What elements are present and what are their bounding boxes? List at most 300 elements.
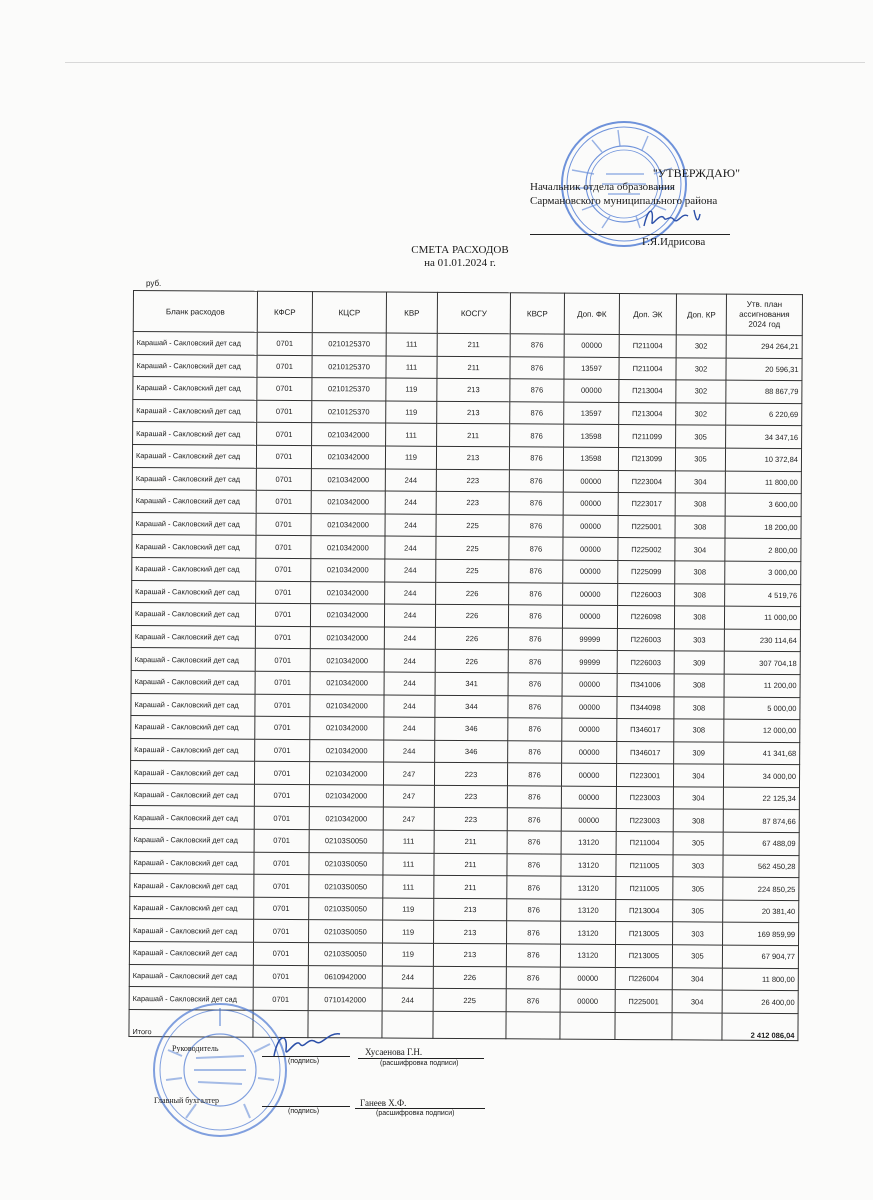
cell-plan: 10 372,84 bbox=[725, 448, 801, 471]
cell-plan: 562 450,28 bbox=[723, 855, 799, 878]
accountant-signature-line bbox=[262, 1106, 350, 1107]
cell-plan: 87 874,66 bbox=[723, 810, 799, 833]
cell-dop-ek: П346017 bbox=[617, 741, 674, 764]
cell-dop-fk: 00000 bbox=[563, 560, 618, 583]
cell-plan: 20 596,31 bbox=[726, 358, 802, 381]
cell-dop-fk: 99999 bbox=[562, 628, 617, 651]
cell-kcsr: 0210342000 bbox=[311, 581, 385, 604]
cell-kfsr: 0701 bbox=[255, 716, 310, 739]
cell-kfsr: 0701 bbox=[256, 536, 311, 559]
cell-dop-ek: П211004 bbox=[616, 832, 673, 855]
cell-dop-fk: 00000 bbox=[560, 989, 615, 1012]
total-empty-cell bbox=[506, 1012, 560, 1039]
cell-dop-fk: 13120 bbox=[561, 922, 616, 945]
cell-kvr: 247 bbox=[383, 762, 434, 785]
cell-kvsr: 876 bbox=[508, 650, 562, 673]
cell-kfsr: 0701 bbox=[256, 468, 311, 491]
cell-dop-fk: 13120 bbox=[561, 876, 616, 899]
cell-plan: 11 200,00 bbox=[724, 674, 800, 697]
cell-kcsr: 0210125370 bbox=[312, 400, 386, 423]
cell-kosgu: 346 bbox=[435, 740, 508, 763]
cell-kcsr: 0210342000 bbox=[311, 536, 385, 559]
document-date: на 01.01.2024 г. bbox=[424, 257, 496, 269]
cell-plan: 11 000,00 bbox=[724, 606, 800, 629]
cell-kvr: 111 bbox=[386, 356, 437, 379]
cell-dop-kr: 305 bbox=[673, 900, 723, 923]
cell-kosgu: 225 bbox=[436, 559, 509, 582]
cell-dop-kr: 305 bbox=[676, 425, 726, 448]
header-kosgu: КОСГУ bbox=[437, 292, 510, 333]
cell-plan: 2 800,00 bbox=[725, 538, 801, 561]
cell-kosgu: 226 bbox=[436, 582, 509, 605]
header-dop-ek: Доп. ЭК bbox=[619, 293, 676, 334]
cell-dop-kr: 308 bbox=[675, 561, 725, 584]
cell-kosgu: 213 bbox=[434, 898, 507, 921]
cell-kvsr: 876 bbox=[510, 379, 564, 402]
cell-dop-kr: 305 bbox=[672, 945, 722, 968]
cell-dop-fk: 00000 bbox=[562, 605, 617, 628]
cell-blank: Карашай - Сакловский дет сад bbox=[131, 603, 255, 626]
cell-plan: 4 519,76 bbox=[725, 584, 801, 607]
cell-dop-fk: 13598 bbox=[564, 425, 619, 448]
cell-plan: 12 000,00 bbox=[724, 719, 800, 742]
cell-dop-kr: 302 bbox=[676, 357, 726, 380]
cell-kvsr: 876 bbox=[510, 334, 564, 357]
cell-dop-kr: 308 bbox=[675, 583, 725, 606]
cell-kvsr: 876 bbox=[507, 899, 561, 922]
cell-dop-fk: 00000 bbox=[563, 470, 618, 493]
cell-kvsr: 876 bbox=[509, 447, 563, 470]
cell-dop-kr: 304 bbox=[675, 538, 725, 561]
cell-dop-kr: 308 bbox=[674, 674, 724, 697]
cell-dop-fk: 13120 bbox=[561, 831, 616, 854]
cell-kosgu: 344 bbox=[435, 695, 508, 718]
cell-dop-ek: П226003 bbox=[617, 628, 674, 651]
cell-kvsr: 876 bbox=[508, 740, 562, 763]
cell-kvsr: 876 bbox=[510, 424, 564, 447]
cell-blank: Карашай - Сакловский дет сад bbox=[131, 738, 255, 761]
cell-kfsr: 0701 bbox=[256, 445, 311, 468]
cell-kfsr: 0701 bbox=[253, 965, 308, 988]
cell-kcsr: 02103S0050 bbox=[309, 897, 383, 920]
cell-dop-fk: 13597 bbox=[564, 402, 619, 425]
cell-blank: Карашай - Сакловский дет сад bbox=[130, 783, 254, 806]
cell-kvsr: 876 bbox=[508, 673, 562, 696]
cell-kosgu: 223 bbox=[434, 808, 507, 831]
cell-dop-ek: П341006 bbox=[617, 673, 674, 696]
total-empty-cell bbox=[560, 1012, 615, 1039]
cell-kosgu: 341 bbox=[435, 672, 508, 695]
cell-kfsr: 0701 bbox=[255, 739, 310, 762]
cell-kvr: 111 bbox=[383, 853, 434, 876]
cell-kvr: 111 bbox=[386, 333, 437, 356]
cell-blank: Карашай - Сакловский дет сад bbox=[130, 896, 254, 919]
cell-plan: 20 381,40 bbox=[723, 900, 799, 923]
cell-kvsr: 876 bbox=[507, 763, 561, 786]
cell-dop-ek: П226004 bbox=[615, 967, 672, 990]
cell-kvsr: 876 bbox=[506, 966, 560, 989]
cell-kfsr: 0701 bbox=[257, 423, 312, 446]
cell-dop-ek: П211004 bbox=[619, 357, 676, 380]
cell-kfsr: 0701 bbox=[253, 942, 308, 965]
institution-stamp bbox=[150, 1000, 290, 1140]
cell-kvsr: 876 bbox=[509, 492, 563, 515]
cell-kcsr: 0210342000 bbox=[311, 446, 385, 469]
head-signature-line bbox=[262, 1056, 350, 1057]
cell-dop-ek: П211005 bbox=[616, 877, 673, 900]
cell-blank: Карашай - Сакловский дет сад bbox=[130, 806, 254, 829]
cell-dop-kr: 308 bbox=[674, 606, 724, 629]
cell-kcsr: 0210342000 bbox=[310, 717, 384, 740]
cell-dop-fk: 00000 bbox=[561, 786, 616, 809]
cell-kcsr: 0210342000 bbox=[310, 739, 384, 762]
cell-kosgu: 223 bbox=[434, 785, 507, 808]
cell-kosgu: 213 bbox=[436, 446, 509, 469]
cell-kosgu: 213 bbox=[437, 379, 510, 402]
cell-dop-ek: П213004 bbox=[619, 402, 676, 425]
cell-plan: 11 800,00 bbox=[725, 471, 801, 494]
cell-dop-kr: 309 bbox=[674, 651, 724, 674]
cell-kcsr: 0210125370 bbox=[312, 333, 386, 356]
cell-kosgu: 213 bbox=[434, 921, 507, 944]
accountant-decode-line bbox=[355, 1108, 485, 1109]
cell-kvsr: 876 bbox=[507, 853, 561, 876]
cell-kvsr: 876 bbox=[509, 582, 563, 605]
cell-dop-kr: 302 bbox=[676, 403, 726, 426]
cell-dop-fk: 00000 bbox=[562, 741, 617, 764]
cell-blank: Карашай - Сакловский дет сад bbox=[129, 987, 253, 1010]
cell-plan: 307 704,18 bbox=[724, 651, 800, 674]
cell-blank: Карашай - Сакловский дет сад bbox=[129, 942, 253, 965]
cell-kosgu: 223 bbox=[436, 492, 509, 515]
accountant-decode-caption: (расшифровка подписи) bbox=[376, 1110, 455, 1117]
cell-kvr: 119 bbox=[382, 943, 433, 966]
cell-dop-kr: 308 bbox=[675, 516, 725, 539]
cell-kvr: 244 bbox=[384, 604, 435, 627]
cell-kfsr: 0701 bbox=[255, 603, 310, 626]
cell-kcsr: 02103S0050 bbox=[309, 920, 383, 943]
cell-dop-kr: 302 bbox=[676, 335, 726, 358]
cell-dop-fk: 00000 bbox=[562, 696, 617, 719]
cell-kfsr: 0701 bbox=[257, 355, 312, 378]
cell-kvsr: 876 bbox=[510, 356, 564, 379]
table-header-row bbox=[133, 291, 802, 336]
cell-kosgu: 211 bbox=[434, 876, 507, 899]
cell-kosgu: 211 bbox=[434, 853, 507, 876]
approver-signature bbox=[638, 204, 708, 232]
cell-blank: Карашай - Сакловский дет сад bbox=[129, 964, 253, 987]
cell-kfsr: 0701 bbox=[254, 920, 309, 943]
cell-kvsr: 876 bbox=[508, 605, 562, 628]
cell-kosgu: 226 bbox=[435, 604, 508, 627]
cell-kvr: 119 bbox=[386, 378, 437, 401]
cell-plan: 67 904,77 bbox=[722, 945, 798, 968]
cell-kvsr: 876 bbox=[506, 989, 560, 1012]
cell-dop-fk: 99999 bbox=[562, 650, 617, 673]
cell-kosgu: 226 bbox=[435, 627, 508, 650]
cell-blank: Карашай - Сакловский дет сад bbox=[132, 535, 256, 558]
cell-dop-kr: 305 bbox=[673, 832, 723, 855]
cell-kfsr: 0701 bbox=[253, 987, 308, 1010]
cell-dop-fk: 00000 bbox=[563, 515, 618, 538]
cell-dop-ek: П226003 bbox=[618, 583, 675, 606]
cell-dop-ek: П213005 bbox=[616, 922, 673, 945]
cell-dop-ek: П226003 bbox=[617, 651, 674, 674]
cell-blank: Карашай - Сакловский дет сад bbox=[130, 919, 254, 942]
cell-blank: Карашай - Сакловский дет сад bbox=[133, 422, 257, 445]
cell-kvsr: 876 bbox=[508, 695, 562, 718]
cell-plan: 88 867,79 bbox=[726, 380, 802, 403]
cell-kfsr: 0701 bbox=[255, 671, 310, 694]
cell-kcsr: 02103S0050 bbox=[309, 830, 383, 853]
cell-kfsr: 0701 bbox=[254, 874, 309, 897]
cell-kcsr: 02103S0050 bbox=[309, 852, 383, 875]
cell-dop-ek: П226098 bbox=[617, 606, 674, 629]
cell-kcsr: 02103S0050 bbox=[308, 943, 382, 966]
cell-kcsr: 02103S0050 bbox=[309, 875, 383, 898]
cell-dop-fk: 00000 bbox=[562, 718, 617, 741]
cell-kvr: 111 bbox=[383, 830, 434, 853]
cell-blank: Карашай - Сакловский дет сад bbox=[131, 693, 255, 716]
cell-kfsr: 0701 bbox=[254, 784, 309, 807]
cell-kcsr: 0210342000 bbox=[309, 784, 383, 807]
cell-dop-fk: 00000 bbox=[563, 492, 618, 515]
cell-kvr: 244 bbox=[384, 740, 435, 763]
cell-kvsr: 876 bbox=[507, 808, 561, 831]
head-signature-caption: (подпись) bbox=[288, 1058, 320, 1065]
cell-blank: Карашай - Сакловский дет сад bbox=[131, 670, 255, 693]
cell-kfsr: 0701 bbox=[256, 513, 311, 536]
cell-kcsr: 0210342000 bbox=[311, 491, 385, 514]
cell-kvr: 244 bbox=[385, 491, 436, 514]
cell-kcsr: 0610942000 bbox=[308, 965, 382, 988]
cell-kvr: 247 bbox=[383, 808, 434, 831]
cell-kvr: 111 bbox=[383, 875, 434, 898]
cell-dop-kr: 308 bbox=[674, 719, 724, 742]
cell-blank: Карашай - Сакловский дет сад bbox=[130, 829, 254, 852]
cell-dop-fk: 00000 bbox=[564, 379, 619, 402]
approval-block bbox=[530, 166, 740, 248]
cell-blank: Карашай - Сакловский дет сад bbox=[131, 716, 255, 739]
cell-dop-fk: 00000 bbox=[562, 673, 617, 696]
cell-kosgu: 225 bbox=[433, 989, 506, 1012]
cell-blank: Карашай - Сакловский дет сад bbox=[130, 761, 254, 784]
cell-kosgu: 211 bbox=[437, 356, 510, 379]
cell-kvsr: 876 bbox=[509, 515, 563, 538]
cell-kosgu: 213 bbox=[433, 943, 506, 966]
cell-blank: Карашай - Сакловский дет сад bbox=[131, 625, 255, 648]
cell-plan: 169 859,99 bbox=[723, 923, 799, 946]
accountant-name: Ганеев Х.Ф. bbox=[360, 1098, 407, 1108]
cell-kcsr: 0210342000 bbox=[311, 513, 385, 536]
cell-plan: 6 220,69 bbox=[726, 403, 802, 426]
approval-label: "УТВЕРЖДАЮ" bbox=[652, 166, 740, 180]
approval-position-line1: Начальник отдела образования bbox=[530, 181, 675, 193]
cell-blank: Карашай - Сакловский дет сад bbox=[133, 399, 257, 422]
cell-plan: 26 400,00 bbox=[722, 990, 798, 1013]
cell-dop-fk: 00000 bbox=[561, 763, 616, 786]
cell-kosgu: 225 bbox=[436, 514, 509, 537]
cell-blank: Карашай - Сакловский дет сад bbox=[133, 354, 257, 377]
head-label: Руководитель bbox=[172, 1044, 219, 1053]
cell-kosgu: 213 bbox=[437, 401, 510, 424]
cell-kcsr: 0210342000 bbox=[309, 762, 383, 785]
cell-plan: 34 347,16 bbox=[726, 425, 802, 448]
cell-dop-fk: 00000 bbox=[564, 334, 619, 357]
cell-kcsr: 0210342000 bbox=[310, 604, 384, 627]
total-label: Итого bbox=[129, 1009, 253, 1037]
cell-plan: 5 000,00 bbox=[724, 697, 800, 720]
cell-kvr: 119 bbox=[383, 898, 434, 921]
cell-kvsr: 876 bbox=[508, 718, 562, 741]
head-decode-caption: (расшифровка подписи) bbox=[380, 1060, 459, 1067]
cell-kcsr: 0210342000 bbox=[310, 626, 384, 649]
cell-dop-fk: 13597 bbox=[564, 357, 619, 380]
cell-blank: Карашай - Сакловский дет сад bbox=[132, 557, 256, 580]
cell-kvr: 244 bbox=[385, 469, 436, 492]
cell-kosgu: 211 bbox=[437, 333, 510, 356]
cell-blank: Карашай - Сакловский дет сад bbox=[132, 580, 256, 603]
cell-kvsr: 876 bbox=[507, 786, 561, 809]
cell-dop-kr: 304 bbox=[672, 990, 722, 1013]
cell-dop-kr: 305 bbox=[675, 448, 725, 471]
cell-kvsr: 876 bbox=[510, 402, 564, 425]
cell-kvr: 119 bbox=[386, 401, 437, 424]
cell-dop-kr: 308 bbox=[674, 696, 724, 719]
cell-plan: 22 125,34 bbox=[723, 787, 799, 810]
cell-blank: Карашай - Сакловский дет сад bbox=[130, 851, 254, 874]
cell-blank: Карашай - Сакловский дет сад bbox=[132, 467, 256, 490]
cell-blank: Карашай - Сакловский дет сад bbox=[132, 512, 256, 535]
expense-table bbox=[128, 290, 803, 1041]
cell-kfsr: 0701 bbox=[257, 377, 312, 400]
total-empty-cell bbox=[433, 1011, 506, 1038]
cell-plan: 230 114,64 bbox=[724, 629, 800, 652]
cell-plan: 41 341,68 bbox=[724, 742, 800, 765]
cell-kcsr: 0210342000 bbox=[309, 807, 383, 830]
head-decode-line bbox=[358, 1058, 484, 1059]
header-kvr: КВР bbox=[386, 292, 437, 333]
cell-kosgu: 225 bbox=[436, 537, 509, 560]
cell-dop-kr: 308 bbox=[673, 809, 723, 832]
cell-kfsr: 0701 bbox=[255, 694, 310, 717]
cell-kvr: 244 bbox=[384, 717, 435, 740]
cell-dop-ek: П223001 bbox=[616, 764, 673, 787]
cell-dop-ek: П225001 bbox=[618, 515, 675, 538]
cell-dop-ek: П213099 bbox=[618, 447, 675, 470]
cell-kfsr: 0701 bbox=[257, 332, 312, 355]
cell-dop-ek: П223003 bbox=[616, 786, 673, 809]
cell-dop-fk: 00000 bbox=[561, 809, 616, 832]
cell-kvsr: 876 bbox=[508, 628, 562, 651]
cell-kfsr: 0701 bbox=[254, 762, 309, 785]
cell-dop-fk: 13120 bbox=[561, 899, 616, 922]
header-blank: Бланк расходов bbox=[133, 291, 257, 333]
head-name: Хусаенова Г.Н. bbox=[365, 1047, 423, 1057]
cell-dop-fk: 13598 bbox=[563, 447, 618, 470]
document-title: СМЕТА РАСХОДОВ bbox=[411, 244, 509, 256]
approval-position-line2: Сармановского муниципального района bbox=[530, 195, 718, 207]
cell-kvsr: 876 bbox=[506, 944, 560, 967]
cell-kvr: 119 bbox=[383, 920, 434, 943]
cell-kcsr: 0210342000 bbox=[311, 559, 385, 582]
cell-kosgu: 226 bbox=[435, 650, 508, 673]
header-dop-fk: Доп. ФК bbox=[564, 293, 619, 334]
cell-kfsr: 0701 bbox=[256, 558, 311, 581]
cell-dop-ek: П211004 bbox=[619, 334, 676, 357]
table-body bbox=[129, 332, 802, 1014]
cell-plan: 224 850,25 bbox=[723, 877, 799, 900]
cell-kcsr: 0210342000 bbox=[310, 671, 384, 694]
cell-blank: Карашай - Сакловский дет сад bbox=[132, 444, 256, 467]
cell-kfsr: 0701 bbox=[256, 490, 311, 513]
cell-dop-ek: П223004 bbox=[618, 470, 675, 493]
cell-plan: 34 000,00 bbox=[723, 764, 799, 787]
cell-kcsr: 0210125370 bbox=[312, 355, 386, 378]
cell-dop-kr: 304 bbox=[672, 967, 722, 990]
total-empty-cell bbox=[615, 1012, 672, 1039]
cell-kosgu: 346 bbox=[435, 717, 508, 740]
header-kvsr: КВСР bbox=[510, 293, 564, 334]
cell-dop-fk: 13120 bbox=[560, 944, 615, 967]
cell-dop-kr: 304 bbox=[675, 470, 725, 493]
cell-dop-ek: П225099 bbox=[618, 560, 675, 583]
cell-dop-ek: П223003 bbox=[616, 809, 673, 832]
cell-dop-ek: П213004 bbox=[619, 380, 676, 403]
cell-kosgu: 223 bbox=[436, 469, 509, 492]
cell-kvr: 244 bbox=[384, 695, 435, 718]
total-empty-cell bbox=[672, 1013, 722, 1040]
cell-kvr: 244 bbox=[385, 514, 436, 537]
cell-dop-ek: П225002 bbox=[618, 538, 675, 561]
cell-kfsr: 0701 bbox=[254, 897, 309, 920]
cell-kcsr: 0210342000 bbox=[312, 423, 386, 446]
cell-plan: 67 488,09 bbox=[723, 832, 799, 855]
cell-dop-ek: П223017 bbox=[618, 493, 675, 516]
cell-kosgu: 211 bbox=[434, 830, 507, 853]
total-value: 2 412 086,04 bbox=[722, 1013, 798, 1040]
cell-kvr: 244 bbox=[384, 672, 435, 695]
cell-kosgu: 226 bbox=[433, 966, 506, 989]
cell-dop-kr: 304 bbox=[673, 787, 723, 810]
cell-kfsr: 0701 bbox=[257, 400, 312, 423]
cell-kvr: 119 bbox=[385, 446, 436, 469]
cell-plan: 18 200,00 bbox=[725, 516, 801, 539]
cell-blank: Карашай - Сакловский дет сад bbox=[133, 377, 257, 400]
cell-dop-kr: 305 bbox=[673, 877, 723, 900]
header-plan-2024: Утв. план ассигнования 2024 год bbox=[726, 294, 802, 335]
cell-blank: Карашай - Сакловский дет сад bbox=[130, 874, 254, 897]
cell-kfsr: 0701 bbox=[255, 649, 310, 672]
cell-kfsr: 0701 bbox=[256, 581, 311, 604]
cell-kfsr: 0701 bbox=[254, 807, 309, 830]
cell-kvr: 244 bbox=[382, 988, 433, 1011]
cell-kvr: 111 bbox=[386, 423, 437, 446]
cell-dop-kr: 303 bbox=[674, 629, 724, 652]
cell-kvr: 244 bbox=[385, 536, 436, 559]
cell-dop-kr: 303 bbox=[673, 922, 723, 945]
cell-dop-ek: П211099 bbox=[619, 425, 676, 448]
cell-kvr: 247 bbox=[383, 785, 434, 808]
cell-dop-kr: 302 bbox=[676, 380, 726, 403]
cell-kvr: 244 bbox=[382, 966, 433, 989]
cell-dop-fk: 00000 bbox=[563, 537, 618, 560]
cell-kvsr: 876 bbox=[509, 560, 563, 583]
cell-kvsr: 876 bbox=[507, 831, 561, 854]
cell-kcsr: 0710142000 bbox=[308, 988, 382, 1011]
cell-kvr: 244 bbox=[385, 559, 436, 582]
cell-kfsr: 0701 bbox=[254, 852, 309, 875]
